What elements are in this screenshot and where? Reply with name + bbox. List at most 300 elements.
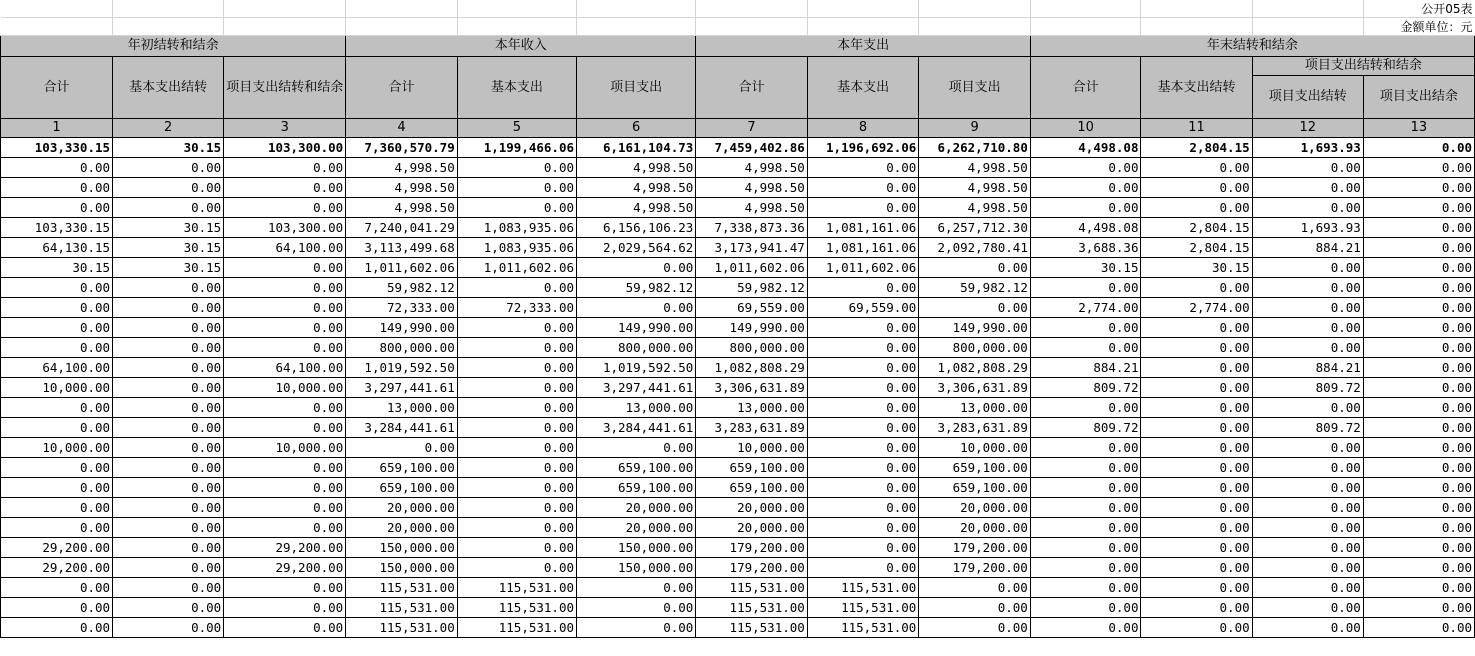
table-cell[interactable]: 0.00: [1363, 498, 1474, 518]
header-col-6[interactable]: 项目支出: [577, 57, 696, 119]
index-cell[interactable]: 13: [1363, 119, 1474, 138]
table-cell[interactable]: 0.00: [1252, 158, 1363, 178]
table-cell[interactable]: 7,360,570.79: [346, 138, 458, 158]
table-cell[interactable]: 0.00: [457, 478, 576, 498]
table-cell[interactable]: 0.00: [1, 158, 113, 178]
table-cell[interactable]: 2,804.15: [1141, 218, 1252, 238]
index-cell[interactable]: 6: [577, 119, 696, 138]
table-cell[interactable]: 0.00: [457, 358, 576, 378]
table-cell[interactable]: 0.00: [113, 598, 224, 618]
table-cell[interactable]: 0.00: [1, 598, 113, 618]
table-cell[interactable]: 0.00: [1030, 498, 1141, 518]
table-cell[interactable]: 0.00: [1030, 338, 1141, 358]
table-cell[interactable]: 0.00: [1141, 618, 1252, 638]
table-cell[interactable]: 59,982.12: [696, 278, 808, 298]
table-cell[interactable]: 0.00: [1030, 458, 1141, 478]
unit-label[interactable]: 金额单位：元: [1363, 18, 1474, 36]
table-cell[interactable]: 4,498.08: [1030, 218, 1141, 238]
table-cell[interactable]: 0.00: [1252, 578, 1363, 598]
table-cell[interactable]: 2,774.00: [1030, 298, 1141, 318]
table-cell[interactable]: 4,498.08: [1030, 138, 1141, 158]
header-group-expenditure[interactable]: 本年支出: [696, 36, 1031, 57]
table-cell[interactable]: 0.00: [1363, 338, 1474, 358]
table-cell[interactable]: 0.00: [1141, 538, 1252, 558]
table-cell[interactable]: 0.00: [113, 378, 224, 398]
table-cell[interactable]: 0.00: [1252, 338, 1363, 358]
table-cell[interactable]: 3,297,441.61: [577, 378, 696, 398]
table-cell[interactable]: 0.00: [1030, 618, 1141, 638]
table-cell[interactable]: 0.00: [224, 478, 346, 498]
table-cell[interactable]: 0.00: [1363, 458, 1474, 478]
table-cell[interactable]: 1,011,602.06: [807, 258, 919, 278]
table-cell[interactable]: 0.00: [113, 278, 224, 298]
table-cell[interactable]: 659,100.00: [577, 458, 696, 478]
header-col-1[interactable]: 合计: [1, 57, 113, 119]
table-cell[interactable]: 0.00: [1, 338, 113, 358]
table-cell[interactable]: 0.00: [1252, 558, 1363, 578]
table-cell[interactable]: 2,804.15: [1141, 238, 1252, 258]
table-cell[interactable]: 1,693.93: [1252, 138, 1363, 158]
table-cell[interactable]: 0.00: [1252, 318, 1363, 338]
table-cell[interactable]: 29,200.00: [1, 558, 113, 578]
table-cell[interactable]: 103,330.15: [1, 218, 113, 238]
table-cell[interactable]: 0.00: [1141, 518, 1252, 538]
table-cell[interactable]: 0.00: [1363, 598, 1474, 618]
table-cell[interactable]: 0.00: [1252, 278, 1363, 298]
table-cell[interactable]: 2,774.00: [1141, 298, 1252, 318]
table-cell[interactable]: 0.00: [457, 418, 576, 438]
table-cell[interactable]: 179,200.00: [696, 538, 808, 558]
table-cell[interactable]: 4,998.50: [346, 198, 458, 218]
table-cell[interactable]: 0.00: [457, 378, 576, 398]
table-cell[interactable]: 0.00: [113, 618, 224, 638]
table-cell[interactable]: 0.00: [919, 598, 1031, 618]
table-cell[interactable]: 0.00: [1030, 398, 1141, 418]
table-cell[interactable]: 115,531.00: [696, 598, 808, 618]
table-cell[interactable]: 0.00: [457, 318, 576, 338]
header-col-9[interactable]: 项目支出: [919, 57, 1031, 119]
table-cell[interactable]: 0.00: [224, 578, 346, 598]
table-cell[interactable]: 2,804.15: [1141, 138, 1252, 158]
table-cell[interactable]: 1,019,592.50: [577, 358, 696, 378]
table-cell[interactable]: 659,100.00: [346, 458, 458, 478]
table-cell[interactable]: 0.00: [113, 318, 224, 338]
table-cell[interactable]: 179,200.00: [919, 558, 1031, 578]
table-cell[interactable]: 0.00: [919, 618, 1031, 638]
table-cell[interactable]: 0.00: [1141, 198, 1252, 218]
table-cell[interactable]: 0.00: [457, 438, 576, 458]
table-cell[interactable]: 3,283,631.89: [919, 418, 1031, 438]
table-cell[interactable]: 4,998.50: [577, 198, 696, 218]
table-cell[interactable]: 0.00: [577, 258, 696, 278]
table-cell[interactable]: 0.00: [1363, 358, 1474, 378]
table-cell[interactable]: 115,531.00: [346, 618, 458, 638]
table-cell[interactable]: 0.00: [457, 338, 576, 358]
header-group-ending-balance[interactable]: 年末结转和结余: [1030, 36, 1474, 57]
table-cell[interactable]: 0.00: [1141, 178, 1252, 198]
table-cell[interactable]: 149,990.00: [696, 318, 808, 338]
table-cell[interactable]: 1,011,602.06: [696, 258, 808, 278]
table-cell[interactable]: 0.00: [113, 418, 224, 438]
table-cell[interactable]: 30.15: [1030, 258, 1141, 278]
table-cell[interactable]: 20,000.00: [696, 498, 808, 518]
table-cell[interactable]: 6,156,106.23: [577, 218, 696, 238]
table-cell[interactable]: 0.00: [1363, 318, 1474, 338]
header-col-10[interactable]: 合计: [1030, 57, 1141, 119]
table-cell[interactable]: 10,000.00: [696, 438, 808, 458]
table-cell[interactable]: 115,531.00: [807, 618, 919, 638]
table-cell[interactable]: 0.00: [1141, 338, 1252, 358]
header-col-3[interactable]: 项目支出结转和结余: [224, 57, 346, 119]
table-cell[interactable]: 0.00: [807, 178, 919, 198]
table-cell[interactable]: 0.00: [1141, 478, 1252, 498]
table-cell[interactable]: 0.00: [1030, 438, 1141, 458]
table-cell[interactable]: 2,029,564.62: [577, 238, 696, 258]
table-cell[interactable]: 3,297,441.61: [346, 378, 458, 398]
header-col-4[interactable]: 合计: [346, 57, 458, 119]
table-cell[interactable]: 0.00: [1030, 578, 1141, 598]
table-cell[interactable]: 0.00: [1030, 158, 1141, 178]
header-col-7[interactable]: 合计: [696, 57, 808, 119]
table-cell[interactable]: 0.00: [577, 438, 696, 458]
table-cell[interactable]: 150,000.00: [346, 558, 458, 578]
table-cell[interactable]: 0.00: [113, 338, 224, 358]
table-cell[interactable]: 1,019,592.50: [346, 358, 458, 378]
table-cell[interactable]: 20,000.00: [577, 518, 696, 538]
table-cell[interactable]: 4,998.50: [696, 158, 808, 178]
table-cell[interactable]: 0.00: [1, 578, 113, 598]
table-cell[interactable]: 0.00: [1252, 398, 1363, 418]
table-cell[interactable]: 179,200.00: [919, 538, 1031, 558]
table-cell[interactable]: 13,000.00: [919, 398, 1031, 418]
table-cell[interactable]: 0.00: [1363, 238, 1474, 258]
table-cell[interactable]: 1,081,161.06: [807, 218, 919, 238]
table-cell[interactable]: 2,092,780.41: [919, 238, 1031, 258]
table-cell[interactable]: 809.72: [1252, 418, 1363, 438]
header-col-12[interactable]: 项目支出结转: [1252, 76, 1363, 119]
table-cell[interactable]: 0.00: [1, 478, 113, 498]
table-cell[interactable]: 0.00: [1141, 598, 1252, 618]
table-cell[interactable]: 0.00: [1363, 558, 1474, 578]
table-cell[interactable]: 149,990.00: [919, 318, 1031, 338]
table-cell[interactable]: 10,000.00: [224, 378, 346, 398]
table-cell[interactable]: 0.00: [224, 398, 346, 418]
header-group-income[interactable]: 本年收入: [346, 36, 696, 57]
table-cell[interactable]: 0.00: [1141, 458, 1252, 478]
table-cell[interactable]: 0.00: [457, 158, 576, 178]
table-cell[interactable]: 0.00: [807, 418, 919, 438]
table-cell[interactable]: 0.00: [113, 498, 224, 518]
table-cell[interactable]: 0.00: [1363, 138, 1474, 158]
table-cell[interactable]: 0.00: [577, 598, 696, 618]
table-cell[interactable]: 4,998.50: [577, 178, 696, 198]
table-cell[interactable]: 0.00: [457, 178, 576, 198]
table-cell[interactable]: 659,100.00: [919, 458, 1031, 478]
header-group-beginning-balance[interactable]: 年初结转和结余: [1, 36, 346, 57]
table-cell[interactable]: 10,000.00: [224, 438, 346, 458]
header-col-8[interactable]: 基本支出: [807, 57, 919, 119]
table-cell[interactable]: 0.00: [1363, 438, 1474, 458]
table-cell[interactable]: 0.00: [224, 178, 346, 198]
table-cell[interactable]: 0.00: [807, 338, 919, 358]
table-cell[interactable]: 0.00: [224, 338, 346, 358]
table-cell[interactable]: 13,000.00: [696, 398, 808, 418]
table-cell[interactable]: 0.00: [1030, 318, 1141, 338]
table-cell[interactable]: 4,998.50: [919, 198, 1031, 218]
table-cell[interactable]: 3,688.36: [1030, 238, 1141, 258]
table-cell[interactable]: 0.00: [1, 518, 113, 538]
table-cell[interactable]: 800,000.00: [577, 338, 696, 358]
table-cell[interactable]: 0.00: [919, 298, 1031, 318]
table-cell[interactable]: 0.00: [113, 578, 224, 598]
table-cell[interactable]: 0.00: [457, 458, 576, 478]
header-col-5[interactable]: 基本支出: [457, 57, 576, 119]
table-cell[interactable]: 30.15: [113, 258, 224, 278]
table-cell[interactable]: 0.00: [224, 198, 346, 218]
table-cell[interactable]: 0.00: [1252, 598, 1363, 618]
table-cell[interactable]: 1,082,808.29: [919, 358, 1031, 378]
table-cell[interactable]: 0.00: [1363, 378, 1474, 398]
table-cell[interactable]: 0.00: [457, 558, 576, 578]
table-cell[interactable]: 1,011,602.06: [457, 258, 576, 278]
table-cell[interactable]: 1,693.93: [1252, 218, 1363, 238]
table-cell[interactable]: 0.00: [919, 258, 1031, 278]
table-cell[interactable]: 809.72: [1030, 378, 1141, 398]
table-cell[interactable]: 0.00: [113, 158, 224, 178]
table-cell[interactable]: 0.00: [1252, 178, 1363, 198]
table-cell[interactable]: 884.21: [1030, 358, 1141, 378]
table-cell[interactable]: 0.00: [224, 418, 346, 438]
table-cell[interactable]: 115,531.00: [696, 618, 808, 638]
table-cell[interactable]: 0.00: [113, 518, 224, 538]
table-cell[interactable]: 0.00: [113, 298, 224, 318]
table-cell[interactable]: 809.72: [1252, 378, 1363, 398]
table-cell[interactable]: 0.00: [1252, 618, 1363, 638]
table-cell[interactable]: 0.00: [807, 398, 919, 418]
table-cell[interactable]: 0.00: [1252, 518, 1363, 538]
table-cell[interactable]: 3,173,941.47: [696, 238, 808, 258]
table-cell[interactable]: 10,000.00: [1, 438, 113, 458]
table-cell[interactable]: 1,196,692.06: [807, 138, 919, 158]
table-cell[interactable]: 0.00: [1363, 618, 1474, 638]
table-cell[interactable]: 115,531.00: [457, 618, 576, 638]
table-cell[interactable]: 0.00: [113, 398, 224, 418]
table-cell[interactable]: 20,000.00: [919, 518, 1031, 538]
table-cell[interactable]: 4,998.50: [919, 158, 1031, 178]
table-cell[interactable]: 6,262,710.80: [919, 138, 1031, 158]
table-cell[interactable]: 115,531.00: [807, 598, 919, 618]
table-cell[interactable]: 0.00: [807, 318, 919, 338]
table-cell[interactable]: 64,100.00: [224, 358, 346, 378]
table-cell[interactable]: 0.00: [346, 438, 458, 458]
table-cell[interactable]: 0.00: [1141, 498, 1252, 518]
table-cell[interactable]: 0.00: [807, 458, 919, 478]
table-cell[interactable]: 30.15: [113, 138, 224, 158]
table-cell[interactable]: 150,000.00: [577, 558, 696, 578]
table-cell[interactable]: 115,531.00: [696, 578, 808, 598]
table-cell[interactable]: 64,100.00: [224, 238, 346, 258]
table-cell[interactable]: 20,000.00: [577, 498, 696, 518]
table-cell[interactable]: 149,990.00: [577, 318, 696, 338]
table-cell[interactable]: 0.00: [807, 518, 919, 538]
table-cell[interactable]: 0.00: [807, 558, 919, 578]
table-cell[interactable]: 1,083,935.06: [457, 218, 576, 238]
table-cell[interactable]: 0.00: [807, 198, 919, 218]
table-cell[interactable]: 115,531.00: [807, 578, 919, 598]
table-cell[interactable]: 0.00: [807, 478, 919, 498]
table-cell[interactable]: 3,284,441.61: [346, 418, 458, 438]
table-cell[interactable]: 4,998.50: [346, 158, 458, 178]
index-cell[interactable]: 1: [1, 119, 113, 138]
table-cell[interactable]: 1,199,466.06: [457, 138, 576, 158]
table-cell[interactable]: 800,000.00: [919, 338, 1031, 358]
table-cell[interactable]: 0.00: [1030, 558, 1141, 578]
table-cell[interactable]: 149,990.00: [346, 318, 458, 338]
table-cell[interactable]: 0.00: [457, 538, 576, 558]
index-cell[interactable]: 9: [919, 119, 1031, 138]
table-cell[interactable]: 0.00: [1252, 258, 1363, 278]
header-col-13[interactable]: 项目支出结余: [1363, 76, 1474, 119]
table-cell[interactable]: 800,000.00: [346, 338, 458, 358]
table-cell[interactable]: 0.00: [1, 618, 113, 638]
table-cell[interactable]: 0.00: [1141, 418, 1252, 438]
header-col-11[interactable]: 基本支出结转: [1141, 57, 1252, 119]
table-cell[interactable]: 0.00: [224, 618, 346, 638]
table-cell[interactable]: 1,082,808.29: [696, 358, 808, 378]
table-cell[interactable]: 0.00: [807, 378, 919, 398]
table-cell[interactable]: 10,000.00: [1, 378, 113, 398]
table-cell[interactable]: 115,531.00: [346, 578, 458, 598]
table-cell[interactable]: 0.00: [1363, 158, 1474, 178]
table-cell[interactable]: 0.00: [113, 478, 224, 498]
table-cell[interactable]: 103,300.00: [224, 138, 346, 158]
index-cell[interactable]: 7: [696, 119, 808, 138]
table-cell[interactable]: 4,998.50: [919, 178, 1031, 198]
table-cell[interactable]: 0.00: [1141, 578, 1252, 598]
table-cell[interactable]: 0.00: [1030, 518, 1141, 538]
table-cell[interactable]: 1,083,935.06: [457, 238, 576, 258]
table-cell[interactable]: 1,011,602.06: [346, 258, 458, 278]
table-cell[interactable]: 29,200.00: [1, 538, 113, 558]
table-cell[interactable]: 0.00: [1141, 318, 1252, 338]
table-cell[interactable]: 0.00: [807, 498, 919, 518]
table-cell[interactable]: 0.00: [1363, 218, 1474, 238]
table-cell[interactable]: 20,000.00: [346, 498, 458, 518]
table-cell[interactable]: 0.00: [1141, 398, 1252, 418]
table-cell[interactable]: 884.21: [1252, 358, 1363, 378]
table-cell[interactable]: 7,459,402.86: [696, 138, 808, 158]
table-cell[interactable]: 20,000.00: [346, 518, 458, 538]
table-cell[interactable]: 0.00: [1252, 538, 1363, 558]
table-cell[interactable]: 0.00: [1252, 438, 1363, 458]
table-cell[interactable]: 4,998.50: [346, 178, 458, 198]
table-cell[interactable]: 0.00: [1, 398, 113, 418]
table-cell[interactable]: 659,100.00: [919, 478, 1031, 498]
table-cell[interactable]: 659,100.00: [577, 478, 696, 498]
table-cell[interactable]: 0.00: [807, 358, 919, 378]
table-cell[interactable]: 0.00: [1363, 478, 1474, 498]
table-cell[interactable]: 0.00: [1, 278, 113, 298]
table-cell[interactable]: 0.00: [224, 278, 346, 298]
table-cell[interactable]: 0.00: [1, 318, 113, 338]
table-cell[interactable]: 0.00: [1252, 458, 1363, 478]
table-cell[interactable]: 64,130.15: [1, 238, 113, 258]
table-cell[interactable]: 69,559.00: [807, 298, 919, 318]
table-cell[interactable]: 884.21: [1252, 238, 1363, 258]
table-cell[interactable]: 3,306,631.89: [919, 378, 1031, 398]
table-cell[interactable]: 0.00: [1030, 178, 1141, 198]
table-cell[interactable]: 3,113,499.68: [346, 238, 458, 258]
table-cell[interactable]: 3,283,631.89: [696, 418, 808, 438]
table-cell[interactable]: 59,982.12: [346, 278, 458, 298]
index-cell[interactable]: 4: [346, 119, 458, 138]
table-cell[interactable]: 0.00: [1363, 258, 1474, 278]
table-cell[interactable]: 0.00: [1, 298, 113, 318]
table-cell[interactable]: 0.00: [224, 298, 346, 318]
table-cell[interactable]: 0.00: [1030, 478, 1141, 498]
table-cell[interactable]: 0.00: [577, 298, 696, 318]
table-cell[interactable]: 72,333.00: [346, 298, 458, 318]
table-cell[interactable]: 0.00: [457, 198, 576, 218]
index-cell[interactable]: 10: [1030, 119, 1141, 138]
index-cell[interactable]: 12: [1252, 119, 1363, 138]
table-cell[interactable]: 0.00: [113, 178, 224, 198]
table-cell[interactable]: 659,100.00: [696, 478, 808, 498]
index-cell[interactable]: 5: [457, 119, 576, 138]
table-cell[interactable]: 0.00: [807, 278, 919, 298]
header-subgroup-project-balance[interactable]: 项目支出结转和结余: [1252, 57, 1474, 76]
table-cell[interactable]: 72,333.00: [457, 298, 576, 318]
table-cell[interactable]: 6,161,104.73: [577, 138, 696, 158]
table-cell[interactable]: 0.00: [577, 618, 696, 638]
table-cell[interactable]: 29,200.00: [224, 558, 346, 578]
table-cell[interactable]: 0.00: [1, 418, 113, 438]
table-cell[interactable]: 0.00: [577, 578, 696, 598]
table-cell[interactable]: 0.00: [1252, 198, 1363, 218]
table-cell[interactable]: 30.15: [1, 258, 113, 278]
table-cell[interactable]: 0.00: [224, 518, 346, 538]
table-cell[interactable]: 0.00: [1030, 278, 1141, 298]
table-cell[interactable]: 69,559.00: [696, 298, 808, 318]
table-cell[interactable]: 0.00: [1, 198, 113, 218]
index-cell[interactable]: 2: [113, 119, 224, 138]
table-cell[interactable]: 64,100.00: [1, 358, 113, 378]
table-cell[interactable]: 0.00: [807, 158, 919, 178]
table-cell[interactable]: 3,284,441.61: [577, 418, 696, 438]
header-col-2[interactable]: 基本支出结转: [113, 57, 224, 119]
table-cell[interactable]: 0.00: [1030, 538, 1141, 558]
table-cell[interactable]: 0.00: [113, 538, 224, 558]
table-cell[interactable]: 30.15: [113, 238, 224, 258]
table-cell[interactable]: 13,000.00: [346, 398, 458, 418]
table-cell[interactable]: 0.00: [1, 498, 113, 518]
table-cell[interactable]: 0.00: [1141, 158, 1252, 178]
table-cell[interactable]: 0.00: [1363, 578, 1474, 598]
table-cell[interactable]: 150,000.00: [346, 538, 458, 558]
table-cell[interactable]: 0.00: [113, 198, 224, 218]
table-cell[interactable]: 0.00: [457, 278, 576, 298]
table-cell[interactable]: 0.00: [224, 318, 346, 338]
table-cell[interactable]: 10,000.00: [919, 438, 1031, 458]
table-cell[interactable]: 0.00: [1363, 298, 1474, 318]
table-cell[interactable]: 0.00: [1141, 378, 1252, 398]
table-cell[interactable]: 20,000.00: [696, 518, 808, 538]
table-cell[interactable]: 0.00: [113, 438, 224, 458]
table-cell[interactable]: 0.00: [1252, 298, 1363, 318]
table-cell[interactable]: 0.00: [224, 258, 346, 278]
table-cell[interactable]: 4,998.50: [577, 158, 696, 178]
table-cell[interactable]: 103,300.00: [224, 218, 346, 238]
